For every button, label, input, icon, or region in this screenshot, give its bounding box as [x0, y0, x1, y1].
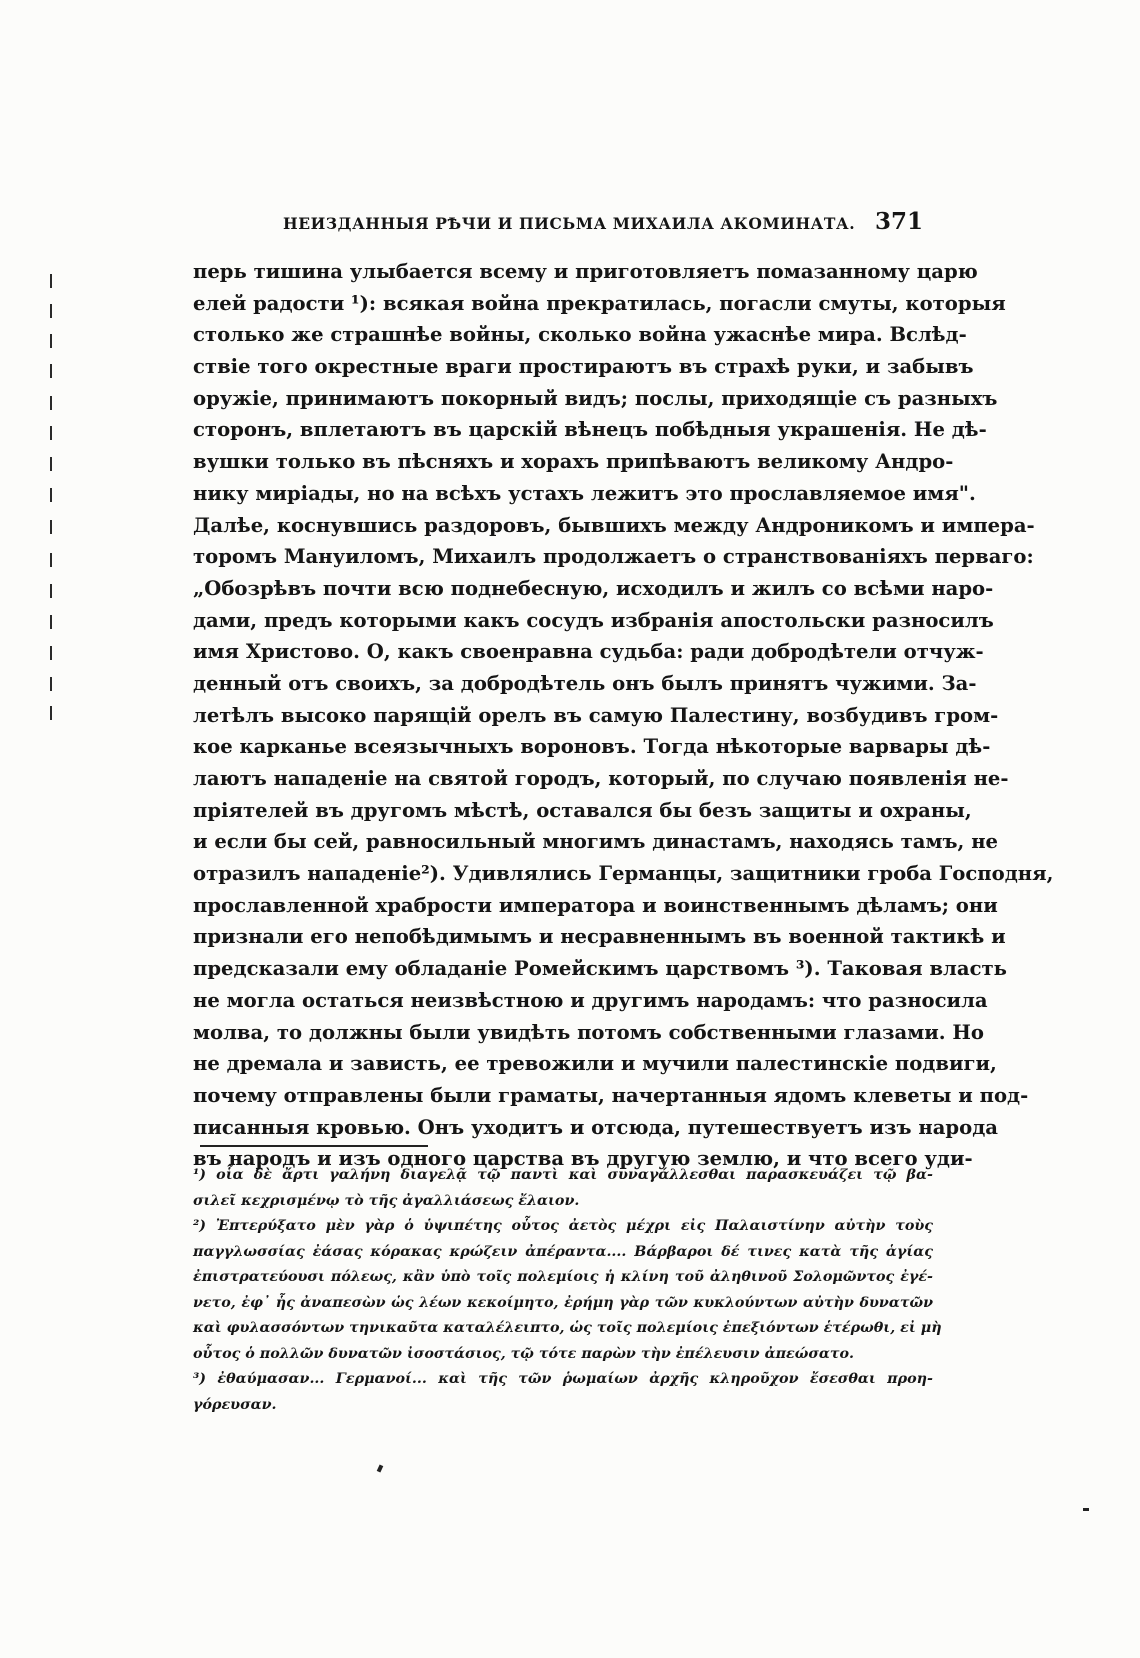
- main-text: [193, 256, 1054, 1175]
- text-line: кое карканье всеязычныхъ вороновъ. Тогда нѣкоторые варвары дѣ-: [193, 735, 991, 759]
- margin-mark: [50, 364, 52, 378]
- footnote-line: οὗτος ὁ πολλῶν δυνατῶν ἰσοστάσιος, τῷ τότε παρὼν τὴν ἐπέλευσιν ἀπεώσατο.: [193, 1345, 855, 1362]
- margin-mark: [50, 488, 52, 502]
- text-line: торомъ Мануиломъ, Михаилъ продолжаетъ о странствованіяхъ перваго:: [193, 545, 1034, 569]
- footnote-line: ¹) οἷα δὲ ἄρτι γαλήνη διαγελᾷ τῷ παντὶ καὶ συναγάλλεσθαι παρασκευάζει τῷ βα-: [193, 1167, 933, 1183]
- text-line: пріятелей въ другомъ мѣстѣ, оставался бы безъ защиты и охраны,: [193, 798, 972, 822]
- running-title: НЕИЗДАННЫЯ РѢЧИ И ПИСЬМА МИХАИЛА АКОМИНАТА.: [283, 214, 856, 233]
- text-line: и если бы сей, равносильный многимъ династамъ, находясь тамъ, не: [193, 830, 998, 854]
- margin-mark: [50, 520, 52, 534]
- text-line: нику миріады, но на всѣхъ устахъ лежитъ это прославляемое имя".: [193, 481, 976, 505]
- text-line: почему отправлены были граматы, начертанныя ядомъ клеветы и под-: [193, 1083, 1029, 1107]
- ink-speck: [377, 1464, 384, 1472]
- margin-mark: [50, 457, 52, 471]
- text-line: отразилъ нападеніе²). Удивлялись Германцы, защитники гроба Господня,: [193, 862, 1054, 886]
- text-line: признали его непобѣдимымъ и несравненнымъ въ военной тактикѣ и: [193, 925, 1006, 949]
- margin-mark: [50, 677, 52, 691]
- text-line: оружіе, принимаютъ покорный видъ; послы, приходящіе съ разныхъ: [193, 386, 998, 410]
- margin-mark: [50, 553, 52, 567]
- margin-mark: [50, 584, 52, 598]
- margin-mark: [50, 706, 52, 720]
- text-line: не дремала и зависть, ее тревожили и мучили палестинскіе подвиги,: [193, 1052, 997, 1076]
- text-line: сторонъ, вплетаютъ въ царскій вѣнецъ побѣдныя украшенія. Не дѣ-: [193, 418, 987, 442]
- footnote-line: ²) Ἐπτερύξατο μὲν γὰρ ὁ ὑψιπέτης οὗτος ἀετὸς μέχρι εἰς Παλαιστίνην αὐτὴν τοὺς: [193, 1218, 933, 1234]
- text-line: имя Христово. О, какъ своенравна судьба: ради добродѣтели отчуж-: [193, 640, 984, 664]
- footnote-line: ἐπιστρατεύουσι πόλεως, κἂν ὑπὸ τοῖς πολεμίοις ἡ κλίνη τοῦ ἀληθινοῦ Σολομῶντος ἐγέ-: [193, 1269, 933, 1285]
- running-head: [283, 208, 923, 235]
- footnote-line: καὶ φυλασσόντων τηνικαῦτα καταλέλειπτο, ὡς τοῖς πολεμίοις ἐπεξιόντων ἑτέρωθι, εἰ μὴ: [193, 1320, 942, 1336]
- text-line: дами, предъ которыми какъ сосудъ избранія апостольски разносилъ: [193, 608, 994, 632]
- text-line: писанныя кровью. Онъ уходитъ и отсюда, путешествуетъ изъ народа: [193, 1115, 998, 1139]
- text-line: денный отъ своихъ, за добродѣтель онъ былъ принятъ чужими. За-: [193, 671, 977, 695]
- footnote-line: παγγλωσσίας ἐάσας κόρακας κρώζειν ἀπέραντα.... Βάρβαροι δέ τινες κατὰ τῆς ἁγίας: [193, 1243, 933, 1260]
- text-line: лаютъ нападеніе на святой городъ, который, по случаю появленія не-: [193, 767, 1009, 790]
- text-line: прославленной храбрости императора и воинственнымъ дѣламъ; они: [193, 893, 998, 917]
- text-line: „Обозрѣвъ почти всю поднебесную, исходилъ и жилъ со всѣми наро-: [193, 576, 994, 600]
- footnote-separator: [200, 1145, 428, 1147]
- margin-mark: [50, 646, 52, 660]
- ink-speck: [1083, 1508, 1089, 1511]
- text-line: Далѣе, коснувшись раздоровъ, бывшихъ между Андроникомъ и импера-: [193, 513, 1035, 537]
- footnotes: [193, 1163, 942, 1418]
- text-line: летѣлъ высоко парящій орелъ въ самую Палестину, возбудивъ гром-: [193, 703, 999, 727]
- footnote-line: σιλεῖ κεχρισμένῳ τὸ τῆς ἀγαλλιάσεως ἔλαιον.: [193, 1192, 580, 1209]
- margin-mark: [50, 304, 52, 318]
- text-line: перь тишина улыбается всему и приготовляетъ помазанному царю: [193, 260, 978, 283]
- text-line: молва, то должны были увидѣть потомъ собственными глазами. Но: [193, 1020, 984, 1044]
- margin-mark: [50, 426, 52, 440]
- text-line: вушки только въ пѣсняхъ и хорахъ припѣваютъ великому Андро-: [193, 450, 954, 474]
- text-line: столько же страшнѣе войны, сколько война ужаснѣе мира. Вслѣд-: [193, 323, 967, 347]
- footnote-line: ³) ἐθαύμασαν... Γερμανοί... καὶ τῆς τῶν ῥωμαίων ἀρχῆς κληροῦχον ἔσεσθαι προη-: [193, 1371, 933, 1387]
- text-line: елей радости ¹): всякая война прекратилась, погасли смуты, которыя: [193, 291, 1006, 315]
- footnote-line: νετο, ἐφ᾽ ἧς ἀναπεσὼν ὡς λέων κεκοίμητο, ἐρήμη γὰρ τῶν κυκλούντων αὐτὴν δυνατῶν: [193, 1294, 933, 1311]
- text-line: предсказали ему обладаніе Ромейскимъ царствомъ ³). Таковая власть: [193, 957, 1007, 981]
- text-line: не могла остаться неизвѣстною и другимъ народамъ: что разносила: [193, 988, 988, 1012]
- text-line: ствіе того окрестные враги простираютъ въ страхѣ руки, и забывъ: [193, 355, 974, 379]
- footnote-line: γόρευσαν.: [193, 1396, 277, 1413]
- margin-mark: [50, 396, 52, 410]
- text-line: въ народъ и изъ одного царства въ другую землю, и что всего уди-: [193, 1147, 973, 1171]
- margin-mark: [50, 274, 52, 288]
- margin-mark: [50, 334, 52, 348]
- margin-mark: [50, 615, 52, 629]
- page-number: 371: [874, 208, 923, 235]
